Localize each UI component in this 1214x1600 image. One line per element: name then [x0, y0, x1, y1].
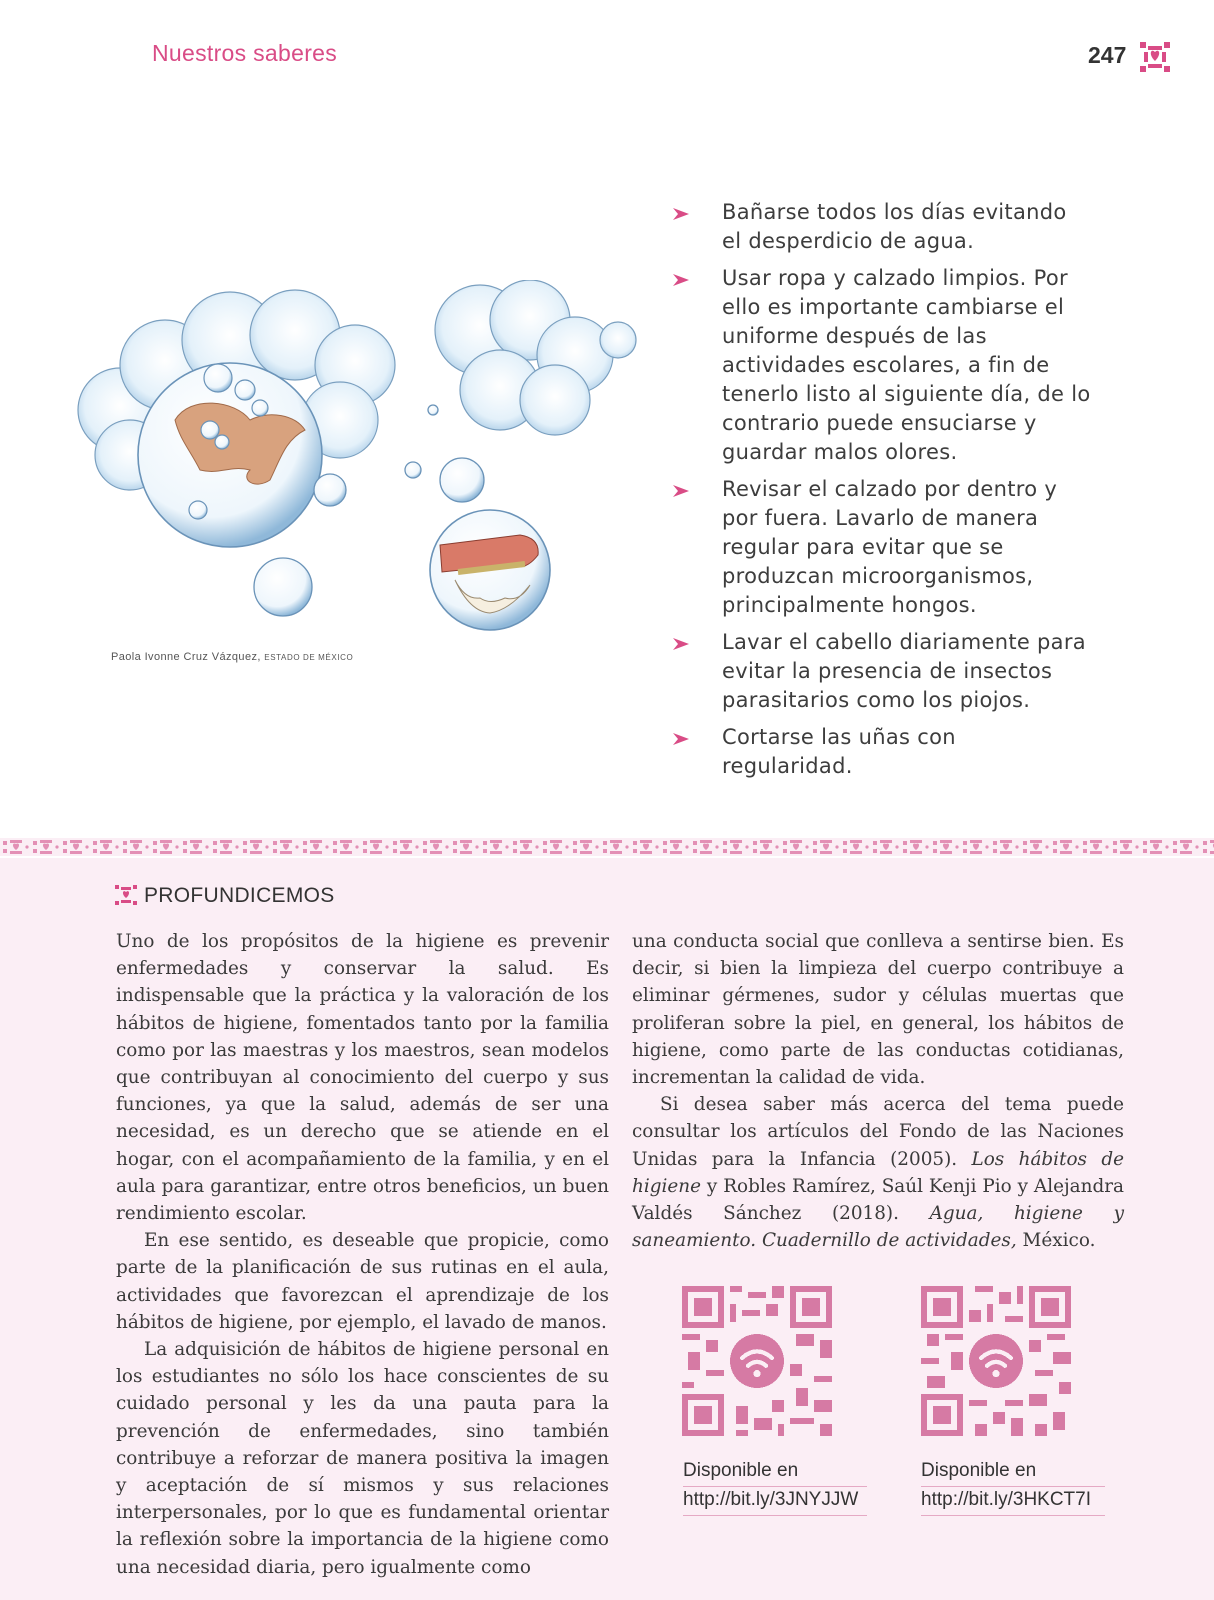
reference-title: Agua, higiene y saneamiento. Cuadernillo de actividades,: [632, 1203, 1124, 1252]
list-item-text: Cortarse las uñas con regularidad.: [722, 725, 956, 778]
arrow-bullet-icon: [672, 637, 690, 651]
paragraph: En ese sentido, es deseable que propicie, como parte de la planificación de sus rutinas en el aula, actividades que favorezcan el aprendizaje de los hábitos de higiene, por ejemplo, el lavado de manos.: [116, 1230, 609, 1333]
reference-paragraph: [632, 1091, 1124, 1254]
reference-title: Los hábitos de higiene: [632, 1148, 1124, 1197]
arrow-bullet-icon: [672, 207, 690, 221]
hygiene-illustration: [70, 280, 650, 640]
list-item: [672, 723, 1092, 781]
qr-code[interactable]: [682, 1286, 832, 1436]
reference-text: México.: [1016, 1230, 1096, 1252]
qr-caption-label: Disponible en: [921, 1458, 1105, 1487]
ornament-icon: [114, 884, 138, 906]
running-header: Nuestros saberes: [152, 40, 338, 66]
list-item-text: Lavar el cabello diariamente para evitar la presencia de insectos parasitarios como los piojos.: [722, 630, 1086, 712]
illustration-credit: [111, 651, 353, 663]
qr-link[interactable]: http://bit.ly/3JNYJJW: [683, 1487, 867, 1516]
arrow-bullet-icon: [672, 732, 690, 746]
qr-code[interactable]: [921, 1286, 1071, 1436]
credit-place: ESTADO DE MÉXICO: [264, 653, 354, 662]
reference-text: y Robles Ramírez, Saúl Kenji Pio y Alejandra Valdés Sánchez (2018).: [632, 1175, 1124, 1225]
list-item: [672, 628, 1092, 715]
arrow-bullet-icon: [672, 484, 690, 498]
decorative-border: [0, 838, 1214, 856]
list-item: [672, 475, 1092, 620]
ornament-icon: [1138, 40, 1172, 74]
list-item: [672, 264, 1092, 467]
reference-text: Si desea saber más acerca del tema puede consultar los artículos del Fondo de las Naciones Unidas para la Infancia (2005).: [632, 1094, 1124, 1170]
paragraph: Uno de los propósitos de la higiene es prevenir enfermedades y conservar la salud. Es indispensable que la práctica y la valoración de los hábitos de higiene, fomentados tanto por la familia como por las maestras y los maestros, sean modelos que contribuyan al conocimiento del cuerpo y sus funciones, ya que la salud, además de ser una necesidad, es un derecho que se atiende en el hogar, con el acompañamiento de la familia, y en el aula para garantizar, entre otros beneficios, un buen rendimiento escolar.: [116, 931, 609, 1225]
list-item-text: Bañarse todos los días evitando el desperdicio de agua.: [722, 200, 1067, 253]
qr-caption: [921, 1458, 1105, 1516]
qr-caption-label: Disponible en: [683, 1458, 867, 1487]
arrow-bullet-icon: [672, 273, 690, 287]
qr-link[interactable]: http://bit.ly/3HKCT7I: [921, 1487, 1105, 1516]
qr-caption: [683, 1458, 867, 1516]
text-column-left: [116, 928, 609, 1581]
credit-name: Paola Ivonne Cruz Vázquez,: [111, 651, 261, 663]
list-item: [672, 198, 1092, 256]
list-item-text: Usar ropa y calzado limpios. Por ello es importante cambiarse el uniforme después de las actividades escolares, a fin de tenerlo listo al siguiente día, de lo contrario puede ensuciarse y guardar malos olores.: [722, 266, 1091, 464]
hygiene-habits-list: [672, 198, 1092, 789]
section-title: PROFUNDICEMOS: [144, 884, 335, 907]
page-number: 247: [1088, 42, 1127, 68]
paragraph: una conducta social que conlleva a sentirse bien. Es decir, si bien la limpieza del cuerpo contribuye a eliminar gérmenes, sudor y células muertas que proliferan sobre la piel, en general, los hábitos de higiene, como parte de las conductas cotidianas, incrementan la calidad de vida.: [632, 931, 1124, 1089]
text-column-right: [632, 928, 1124, 1254]
list-item-text: Revisar el calzado por dentro y por fuera. Lavarlo de manera regular para evitar que se produzcan microorganismos, principalmente hongos.: [722, 477, 1058, 617]
paragraph: La adquisición de hábitos de higiene personal en los estudiantes no sólo los hace conscientes de su cuidado personal y les da una pauta para la prevención de enfermedades, sino también contribuye a reforzar de manera positiva la imagen y aceptación de sí mismos y sus relaciones interpersonales, por lo que es fundamental orientar la reflexión sobre la importancia de la higiene como una necesidad diaria, pero igualmente como: [116, 1339, 609, 1578]
